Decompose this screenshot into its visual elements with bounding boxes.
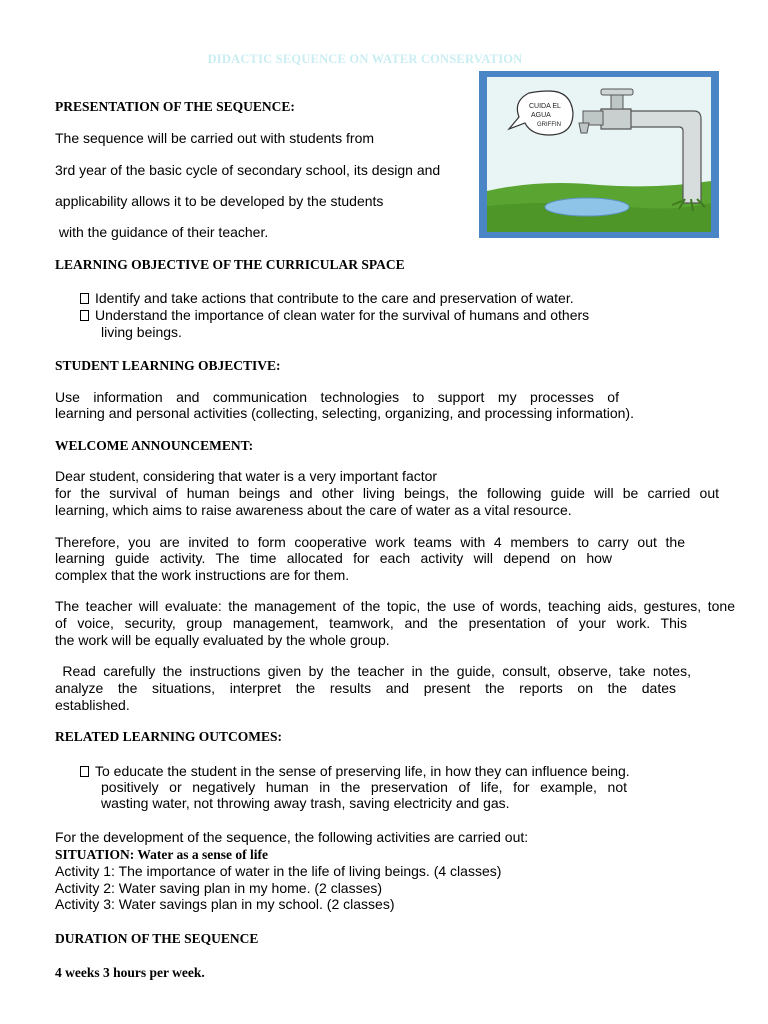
bullet-square-icon	[80, 766, 89, 777]
presentation-line-3: applicability allows it to be developed by the students	[55, 193, 384, 209]
welcome-p4-line-3: established.	[55, 697, 130, 713]
bubble-text-1: CUIDA EL	[529, 103, 561, 110]
welcome-p1-line-3: learning, which aims to raise awareness about the care of water as a vital resource.	[55, 502, 572, 518]
welcome-p2-line-2: learning guide activity. The time allocated for each activity will depend on how	[55, 550, 612, 566]
duration-value: 4 weeks 3 hours per week.	[55, 965, 205, 980]
outcomes-bullet: To educate the student in the sense of preserving life, in how they can influence being.	[80, 763, 630, 779]
learning-objective-bullet-1: Identify and take actions that contribute to the care and preservation of water.	[80, 290, 574, 306]
outcomes-bullet-line-2: positively or negatively human in the preservation of life, for example, not	[101, 779, 627, 795]
bubble-text-2: AGUA	[531, 112, 551, 119]
welcome-p1-line-1: Dear student, considering that water is a very important factor	[55, 468, 438, 484]
welcome-p2-line-3: complex that the work instructions are for them.	[55, 567, 350, 583]
situation-heading: SITUATION: Water as a sense of life	[55, 847, 269, 862]
presentation-line-2: 3rd year of the basic cycle of secondary school, its design and	[55, 162, 441, 178]
water-faucet-illustration	[479, 71, 719, 238]
welcome-p4-line-1: Read carefully the instructions given by the teacher in the guide, consult, observe, take notes,	[55, 663, 691, 679]
welcome-p3-line-2: of voice, security, group management, teamwork, and the presentation of your work. This	[55, 615, 687, 631]
outcomes-heading: RELATED LEARNING OUTCOMES:	[55, 729, 283, 744]
bubble-signature: GRIFFIN	[537, 122, 561, 128]
student-objective-line-2: learning and personal activities (collecting, selecting, organizing, and processing information).	[55, 405, 634, 421]
welcome-p1-line-2: for the survival of human beings and other living beings, the following guide will be carried out	[55, 485, 719, 501]
welcome-p4-line-2: analyze the situations, interpret the results and present the reports on the dates	[55, 680, 676, 696]
presentation-line-4: with the guidance of their teacher.	[55, 224, 269, 240]
activity-1: Activity 1: The importance of water in the life of living beings. (4 classes)	[55, 863, 502, 879]
presentation-heading: PRESENTATION OF THE SEQUENCE:	[55, 99, 295, 114]
welcome-p2-line-1: Therefore, you are invited to form cooperative work teams with 4 members to carry out the	[55, 534, 685, 550]
activities-intro: For the development of the sequence, the following activities are carried out:	[55, 829, 529, 845]
student-objective-line-1: Use information and communication technologies to support my processes of	[55, 389, 619, 405]
learning-objective-bullet-2: Understand the importance of clean water for the survival of humans and others	[80, 307, 589, 323]
duration-heading: DURATION OF THE SEQUENCE	[55, 931, 259, 946]
learning-objective-heading: LEARNING OBJECTIVE OF THE CURRICULAR SPACE	[55, 257, 405, 272]
bullet-square-icon	[80, 293, 89, 304]
learning-objective-bullet-2-cont: living beings.	[101, 324, 182, 340]
presentation-line-1: The sequence will be carried out with students from	[55, 130, 375, 146]
outcomes-bullet-line-3: wasting water, not throwing away trash, saving electricity and gas.	[101, 795, 510, 811]
activity-3: Activity 3: Water savings plan in my school. (2 classes)	[55, 896, 395, 912]
welcome-heading: WELCOME ANNOUNCEMENT:	[55, 438, 254, 453]
welcome-p3-line-3: the work will be equally evaluated by the whole group.	[55, 632, 390, 648]
activity-2: Activity 2: Water saving plan in my home. (2 classes)	[55, 880, 383, 896]
welcome-p3-line-1: The teacher will evaluate: the management of the topic, the use of words, teaching aids, gestures, tone	[55, 598, 735, 614]
document-title: DIDACTIC SEQUENCE ON WATER CONSERVATION	[207, 52, 523, 66]
bullet-square-icon	[80, 310, 89, 321]
student-objective-heading: STUDENT LEARNING OBJECTIVE:	[55, 358, 281, 373]
